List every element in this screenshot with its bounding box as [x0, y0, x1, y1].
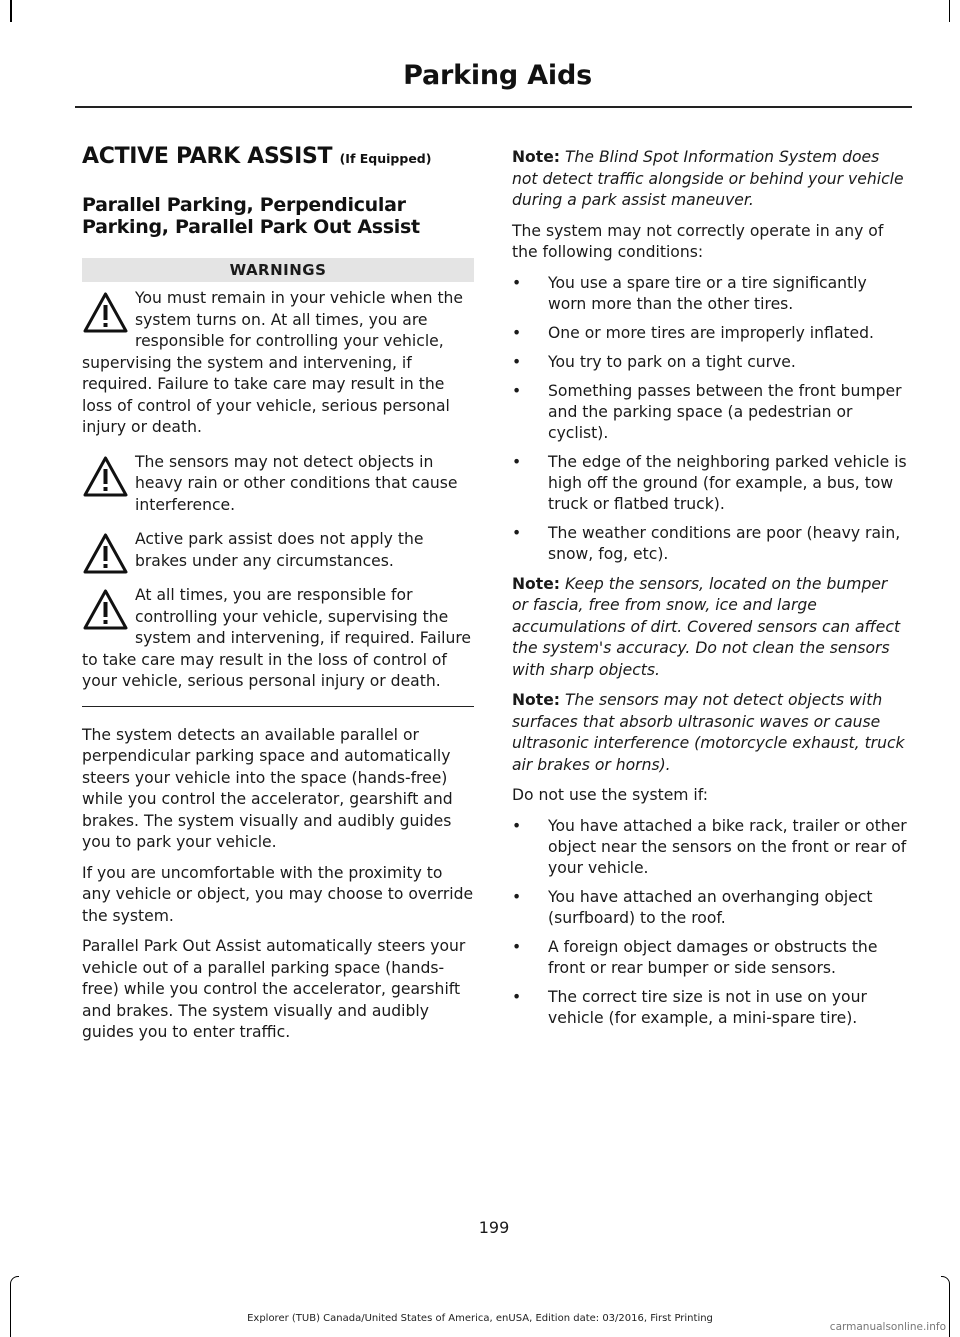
main-heading: [82, 144, 474, 172]
bullet: •: [512, 816, 522, 835]
body-paragraph: The system detects an available parallel or perpendicular parking space and automatically steers your vehicle into the space (hands-free) while you control the accelerator, gearshift and brakes. The system visually and audibly guides you to park your vehicle.: [82, 725, 453, 851]
note-text: The sensors may not detect objects with surfaces that absorb ultrasonic waves or cause ultrasonic interference (motorcycle exhaust, truck air brakes or horns).: [512, 691, 905, 774]
bullet: •: [512, 273, 522, 292]
warning-text: You must remain in your vehicle when the system turns on. At all times, you are responsible for controlling your vehicle, supervising the system and intervening, if required. Failure to take care may result in the loss of control of your vehicle, serious personal injury or death.: [82, 289, 464, 436]
page-number: 199: [478, 1218, 510, 1237]
list-item: [512, 352, 908, 373]
list-item-text: The edge of the neighboring parked vehicle is high off the ground (for example, a bus, tow truck or flatbed truck).: [548, 452, 907, 513]
note-text: The Blind Spot Information System does not detect traffic alongside or behind your vehicle during a park assist maneuver.: [512, 148, 904, 209]
list-item: [512, 273, 908, 315]
list-item: [512, 987, 908, 1029]
bullet: •: [512, 937, 522, 956]
list-item-text: A foreign object damages or obstructs the front or rear bumper or side sensors.: [548, 937, 878, 977]
list-item-text: You use a spare tire or a tire significantly worn more than the other tires.: [548, 273, 867, 313]
list-item: [512, 937, 908, 979]
body-paragraph: Parallel Park Out Assist automatically steers your vehicle out of a parallel parking space (hands-free) while you control the accelerator, gearshift and brakes. The system visually and audibly guides you to enter traffic.: [82, 937, 466, 1041]
footer-edition: Explorer (TUB) Canada/United States of America, enUSA, Edition date: 03/2016, First Printing: [247, 1313, 713, 1324]
bullet: •: [512, 381, 522, 400]
conditions-list: [512, 273, 908, 565]
do-not-intro: Do not use the system if:: [512, 786, 708, 804]
list-item: [512, 816, 908, 879]
crop-mark-top-right: [949, 0, 951, 22]
note-label: Note:: [512, 148, 561, 166]
watermark-link[interactable]: carmanualsonline.info: [829, 1321, 946, 1333]
list-item: [512, 381, 908, 444]
list-item-text: Something passes between the front bumper and the parking space (a pedestrian or cyclist).: [548, 381, 902, 442]
crop-mark-bottom-left: [10, 1276, 19, 1337]
bullet: •: [512, 987, 522, 1006]
warnings-end-rule: [82, 706, 474, 707]
note-label: Note:: [512, 574, 561, 593]
do-not-list: [512, 816, 908, 1029]
warning-text: At all times, you are responsible for controlling your vehicle, supervising the system and intervening, if required. Failure to take care may result in the loss of control of your vehicle, serious personal injury or death.: [82, 586, 472, 690]
list-item-text: You have attached a bike rack, trailer or other object near the sensors on the front or rear of your vehicle.: [548, 816, 907, 877]
warning-item: [82, 585, 474, 693]
crop-mark-top-left: [10, 0, 12, 22]
warning-triangle-icon: [82, 291, 129, 335]
warning-item: [82, 452, 474, 517]
bullet: •: [512, 352, 522, 371]
body-paragraph: If you are uncomfortable with the proximity to any vehicle or object, you may choose to override the system.: [82, 863, 474, 925]
warning-text: The sensors may not detect objects in heavy rain or other conditions that cause interference.: [135, 452, 458, 514]
conditions-intro: The system may not correctly operate in any of the following conditions:: [512, 221, 884, 261]
note-sensors-clean: [512, 574, 908, 682]
list-item-text: One or more tires are improperly inflated.: [548, 323, 874, 342]
warning-text: Active park assist does not apply the brakes under any circumstances.: [135, 530, 424, 570]
list-item: [512, 323, 908, 344]
warnings-title: WARNINGS: [82, 258, 474, 282]
list-item-text: You try to park on a tight curve.: [548, 352, 796, 371]
list-item-text: The weather conditions are poor (heavy rain, snow, fog, etc).: [548, 523, 901, 563]
note-label: Note:: [512, 691, 561, 709]
warning-triangle-icon: [82, 588, 129, 632]
warning-item: [82, 288, 474, 439]
list-item-text: The correct tire size is not in use on your vehicle (for example, a mini-spare tire).: [548, 987, 867, 1027]
main-heading-text: ACTIVE PARK ASSIST: [82, 144, 333, 169]
bullet: •: [512, 323, 522, 342]
bullet: •: [512, 523, 522, 542]
warnings-list: [82, 288, 474, 693]
header-rule: [75, 106, 912, 108]
sub-heading: Parallel Parking, Perpendicular Parking, Parallel Park Out Assist: [82, 194, 420, 238]
warning-item: [82, 529, 474, 572]
left-column: [82, 144, 474, 1053]
list-item: [512, 452, 908, 515]
note-text: Keep the sensors, located on the bumper or fascia, free from snow, ice and large accumulations of dirt. Covered sensors can affect the system's accuracy. Do not clean the sensors with sharp objects.: [512, 574, 901, 679]
bullet: •: [512, 452, 522, 471]
bullet: •: [512, 887, 522, 906]
main-heading-qualifier: (If Equipped): [339, 151, 432, 166]
section-title: Parking Aids: [403, 60, 592, 91]
list-item: [512, 887, 908, 929]
warning-triangle-icon: [82, 532, 129, 576]
list-item: [512, 523, 908, 565]
list-item-text: You have attached an overhanging object (surfboard) to the roof.: [548, 887, 873, 927]
note-blind-spot: [512, 147, 908, 212]
right-column: [512, 147, 908, 1038]
note-ultrasonic: [512, 690, 908, 776]
warning-triangle-icon: [82, 455, 129, 499]
